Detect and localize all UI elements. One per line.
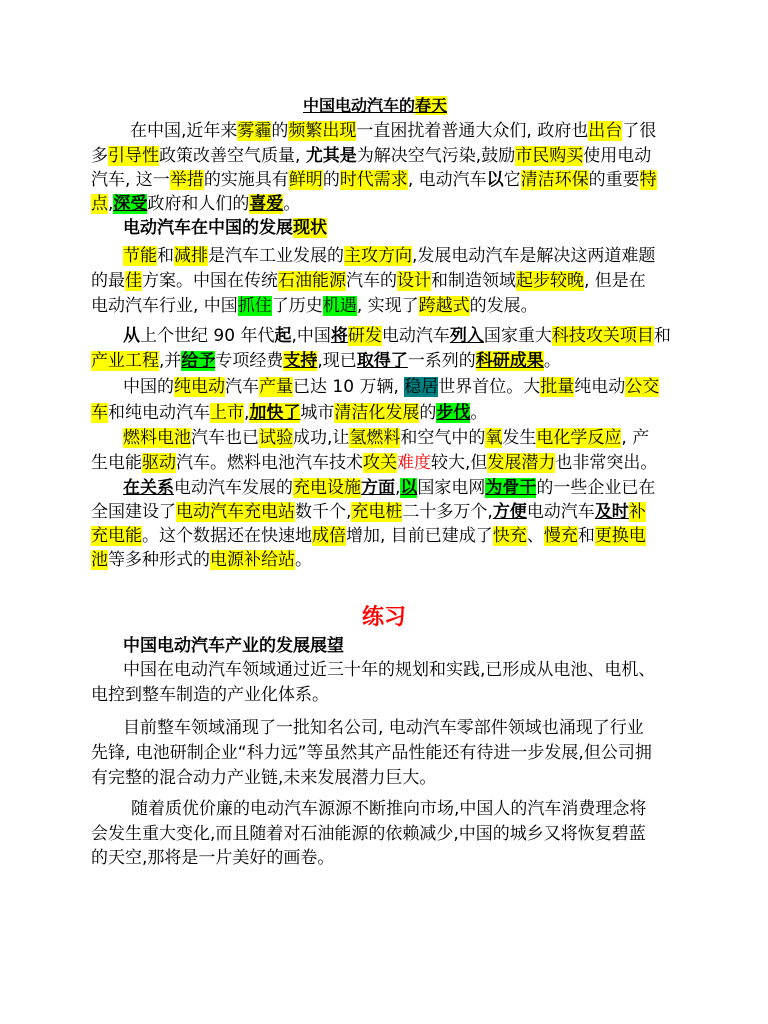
text-run: 方面 [361, 478, 395, 498]
text-run: 以 [400, 478, 418, 498]
text-run: 发展潜力 [487, 453, 556, 473]
text-run: 充电桩 [351, 502, 403, 522]
text-run: 清洁化发展 [334, 403, 420, 423]
text-run: 。 [470, 403, 488, 423]
text-run: 和 [157, 246, 174, 266]
text-run: 充电能 [91, 526, 142, 546]
paragraph-line [91, 401, 487, 425]
text-run: 发生 [502, 428, 537, 448]
text-run: 为解决空气污染,鼓励 [356, 146, 516, 166]
text-run: 设计 [397, 271, 431, 291]
text-run: , 电动汽车 [407, 170, 487, 190]
text-run: 汽车 [225, 377, 259, 397]
text-run: 政策改善空气质量, [159, 146, 306, 166]
text-run: 专项经费 [215, 351, 284, 371]
paragraph-line [91, 144, 651, 168]
text-run: 汽车, 这一 [91, 170, 170, 190]
paragraph-line [91, 192, 300, 216]
text-run: 在关系 [123, 478, 174, 498]
text-run: 汽车。燃料电池汽车技术 [176, 453, 363, 473]
text-run: 方案。中国在传统 [142, 271, 278, 291]
text-run: 和制造领域 [431, 271, 516, 291]
text-run: 已达 10 万辆, [293, 377, 405, 397]
text-run: 为骨干 [485, 478, 537, 498]
text-run: 节能 [123, 246, 157, 266]
text-run: 批量 [540, 377, 575, 397]
exercise-heading: 练习 [361, 605, 406, 630]
text-run: 电动汽车 [526, 502, 595, 522]
text-run: 跨越式 [418, 296, 470, 316]
text-run: 时代需求 [339, 170, 408, 190]
text-run: 鲜明 [288, 170, 323, 190]
text-run: 电动汽车充电站 [176, 502, 295, 522]
text-run: 产业工程 [91, 351, 159, 371]
text-run: 氢燃料 [349, 428, 401, 448]
text-run: 起步较晚 [516, 271, 584, 291]
text-run: 。 [543, 351, 561, 371]
text-run: 市民购买 [515, 146, 584, 166]
text-run: 是汽车工业发展的 [208, 246, 344, 266]
text-run: 的实施具有 [203, 170, 289, 190]
text-run: 稳居 [404, 377, 439, 397]
exercise-line: 的天空,那将是一片美好的画卷。 [91, 848, 335, 868]
text-run: 减排 [174, 246, 208, 266]
text-run: 和 [577, 526, 595, 546]
text-run: 频繁出现 [288, 121, 357, 141]
text-run: 增加, 目前已建成了 [346, 526, 493, 546]
paragraph-line [123, 426, 649, 450]
text-run: 引导性 [108, 146, 159, 166]
text-run: 了很 [622, 121, 657, 141]
text-run: 电动汽车 [381, 326, 450, 346]
exercise-line: 目前整车领域涌现了一批知名公司, 电动汽车零部件领域也涌现了行业 [123, 718, 644, 738]
text-run: 上个世纪 90 年代 [140, 326, 275, 346]
paragraph-line [91, 269, 646, 293]
paragraph-line [91, 548, 312, 572]
text-run: 等多种形式的 [108, 550, 210, 570]
paragraph-line [123, 324, 671, 348]
text-run: 政府和人们的 [147, 194, 250, 214]
text-run: 电化学反应 [536, 428, 622, 448]
text-run: 点 [91, 194, 108, 214]
text-run: , 实现了 [356, 296, 419, 316]
text-run: 公交 [625, 377, 660, 397]
text-run: 难度 [397, 453, 431, 473]
text-run: 全国建设了 [91, 502, 176, 522]
text-run: 氧 [485, 428, 503, 448]
text-run: 喜爱 [249, 194, 284, 214]
text-run: 了历史 [271, 296, 323, 316]
text-run: , [395, 478, 401, 498]
text-run: 步伐 [436, 403, 471, 423]
text-run: ,中国 [291, 326, 331, 346]
text-run: 国家电网 [417, 478, 486, 498]
text-run: 充电设施 [293, 478, 361, 498]
text-run: 电源补给站 [210, 550, 295, 570]
text-run: 。这个数据还在快速地 [142, 526, 312, 546]
paragraph-line [123, 476, 655, 500]
exercise-line: 先锋, 电池研制企业“科力远”等虽然其产品性能还有待进一步发展,但公司拥 [91, 743, 652, 763]
text-run: 城市 [300, 403, 335, 423]
exercise-line: 会发生重大变化,而且随着对石油能源的依赖减少,中国的城乡又将恢复碧蓝 [91, 824, 646, 844]
article-title [303, 94, 447, 118]
section-heading [123, 216, 327, 240]
text-run: 和纯电动汽车 [108, 403, 210, 423]
text-run: 车 [91, 403, 108, 423]
text-run: 较大,但 [431, 453, 488, 473]
text-run: 试验 [259, 428, 293, 448]
text-run: ,发展电动汽车是解决这两道难题 [412, 246, 656, 266]
text-run: 在中国,近年来 [130, 121, 238, 141]
paragraph-line [123, 244, 655, 268]
text-run: 慢充 [543, 526, 578, 546]
text-run: 方便 [492, 502, 527, 522]
text-run: 电动汽车发展的 [174, 478, 293, 498]
text-run: ,并 [159, 351, 182, 371]
text-run: 成倍 [312, 526, 346, 546]
paragraph-line [91, 294, 538, 318]
text-run: 列入 [449, 326, 484, 346]
text-run: 生电能 [91, 453, 142, 473]
text-run: 产量 [259, 377, 293, 397]
exercise-title: 中国电动汽车产业的发展展望 [123, 636, 344, 656]
text-run: 更换电 [594, 526, 646, 546]
text-run: 加快了 [249, 403, 301, 423]
text-run: 主攻方向 [344, 246, 412, 266]
text-run: 和空气中的 [400, 428, 486, 448]
text-run: 科研成果 [475, 351, 544, 371]
text-run: 纯电动 [574, 377, 626, 397]
text-run: 一直困扰着普通大众们, 政府也 [356, 121, 589, 141]
text-run: 以 [486, 170, 504, 190]
text-run: 的发展。 [469, 296, 538, 316]
text-run: 取得了 [356, 351, 408, 371]
text-run: , 但是在 [584, 271, 646, 291]
text-run: 世界首位。大 [438, 377, 541, 397]
text-run: 多 [91, 146, 108, 166]
text-run: 。 [295, 550, 312, 570]
text-run: , 产 [621, 428, 650, 448]
text-run: 一系列的 [407, 351, 476, 371]
text-run: 给予 [181, 351, 216, 371]
text-run: 的最 [91, 271, 125, 291]
text-run: 、 [526, 526, 544, 546]
paragraph-line [91, 168, 657, 192]
text-run: 也非常突出。 [555, 453, 658, 473]
text-run: 汽车也已 [191, 428, 259, 448]
text-run: 燃料电池 [123, 428, 191, 448]
text-run: 攻关 [363, 453, 397, 473]
text-run: 补 [628, 502, 646, 522]
text-run: 二十多万个, [402, 502, 493, 522]
exercise-line: 电控到整车制造的产业化体系。 [91, 685, 329, 705]
text-run: 的 [419, 403, 437, 423]
text-run: 池 [91, 550, 108, 570]
text-run: 使用电动 [583, 146, 652, 166]
text-run: 机遇 [322, 296, 357, 316]
text-run: 中国的 [123, 377, 174, 397]
text-run: 和 [653, 326, 671, 346]
text-run: ,现已 [317, 351, 357, 371]
text-run: 春天 [415, 96, 448, 115]
text-run: 科技攻关项目 [551, 326, 654, 346]
text-run: , [108, 194, 114, 214]
text-run: , [244, 403, 250, 423]
text-run: 起 [274, 326, 292, 346]
text-run: 快充 [492, 526, 527, 546]
text-run: 现状 [293, 218, 327, 238]
text-run: 成功,让 [293, 428, 350, 448]
text-run: 的 [271, 121, 289, 141]
text-run: 数千个, [295, 502, 352, 522]
paragraph-line [91, 349, 561, 373]
text-run: 雾霾 [237, 121, 272, 141]
text-run: 。 [283, 194, 301, 214]
text-run: 清洁环保 [520, 170, 589, 190]
text-run: 的重要 [588, 170, 640, 190]
exercise-line: 有完整的混合动力产业链,未来发展潜力巨大。 [91, 768, 437, 788]
text-run: 深受 [113, 194, 148, 214]
paragraph-line [91, 524, 646, 548]
text-run: 将 [330, 326, 348, 346]
paragraph-line [91, 451, 657, 475]
text-run: 支持 [283, 351, 318, 371]
text-run: 电动汽车行业, 中国 [91, 296, 238, 316]
exercise-line: 中国在电动汽车领域通过近三十年的规划和实践,已形成从电池、电机、 [123, 660, 656, 680]
text-run: 尤其是 [305, 146, 357, 166]
paragraph-line [130, 119, 656, 143]
text-run: 石油能源 [278, 271, 346, 291]
text-run: 上市 [210, 403, 244, 423]
text-run: 特 [639, 170, 657, 190]
text-run: 它 [503, 170, 521, 190]
text-run: 出台 [588, 121, 623, 141]
text-run: 佳 [125, 271, 142, 291]
paragraph-line [91, 500, 646, 524]
text-run: 汽车的 [346, 271, 397, 291]
text-run: 的 [322, 170, 340, 190]
text-run: 国家重大 [483, 326, 552, 346]
text-run: 从 [123, 326, 140, 346]
text-run: 研发 [347, 326, 382, 346]
text-run: 纯电动 [174, 377, 225, 397]
text-run: 举措 [169, 170, 204, 190]
text-run: 驱动 [142, 453, 176, 473]
text-run: 的一些企业已在 [536, 478, 656, 498]
text-run: 及时 [594, 502, 629, 522]
exercise-line: 随着质优价廉的电动汽车源源不断推向市场,中国人的汽车消费理念将 [131, 799, 647, 819]
text-run: 抓住 [237, 296, 272, 316]
text-run: 电动汽车在中国的发展 [123, 218, 293, 238]
paragraph-line [123, 375, 659, 399]
text-run: 中国电动汽车的 [303, 96, 416, 115]
